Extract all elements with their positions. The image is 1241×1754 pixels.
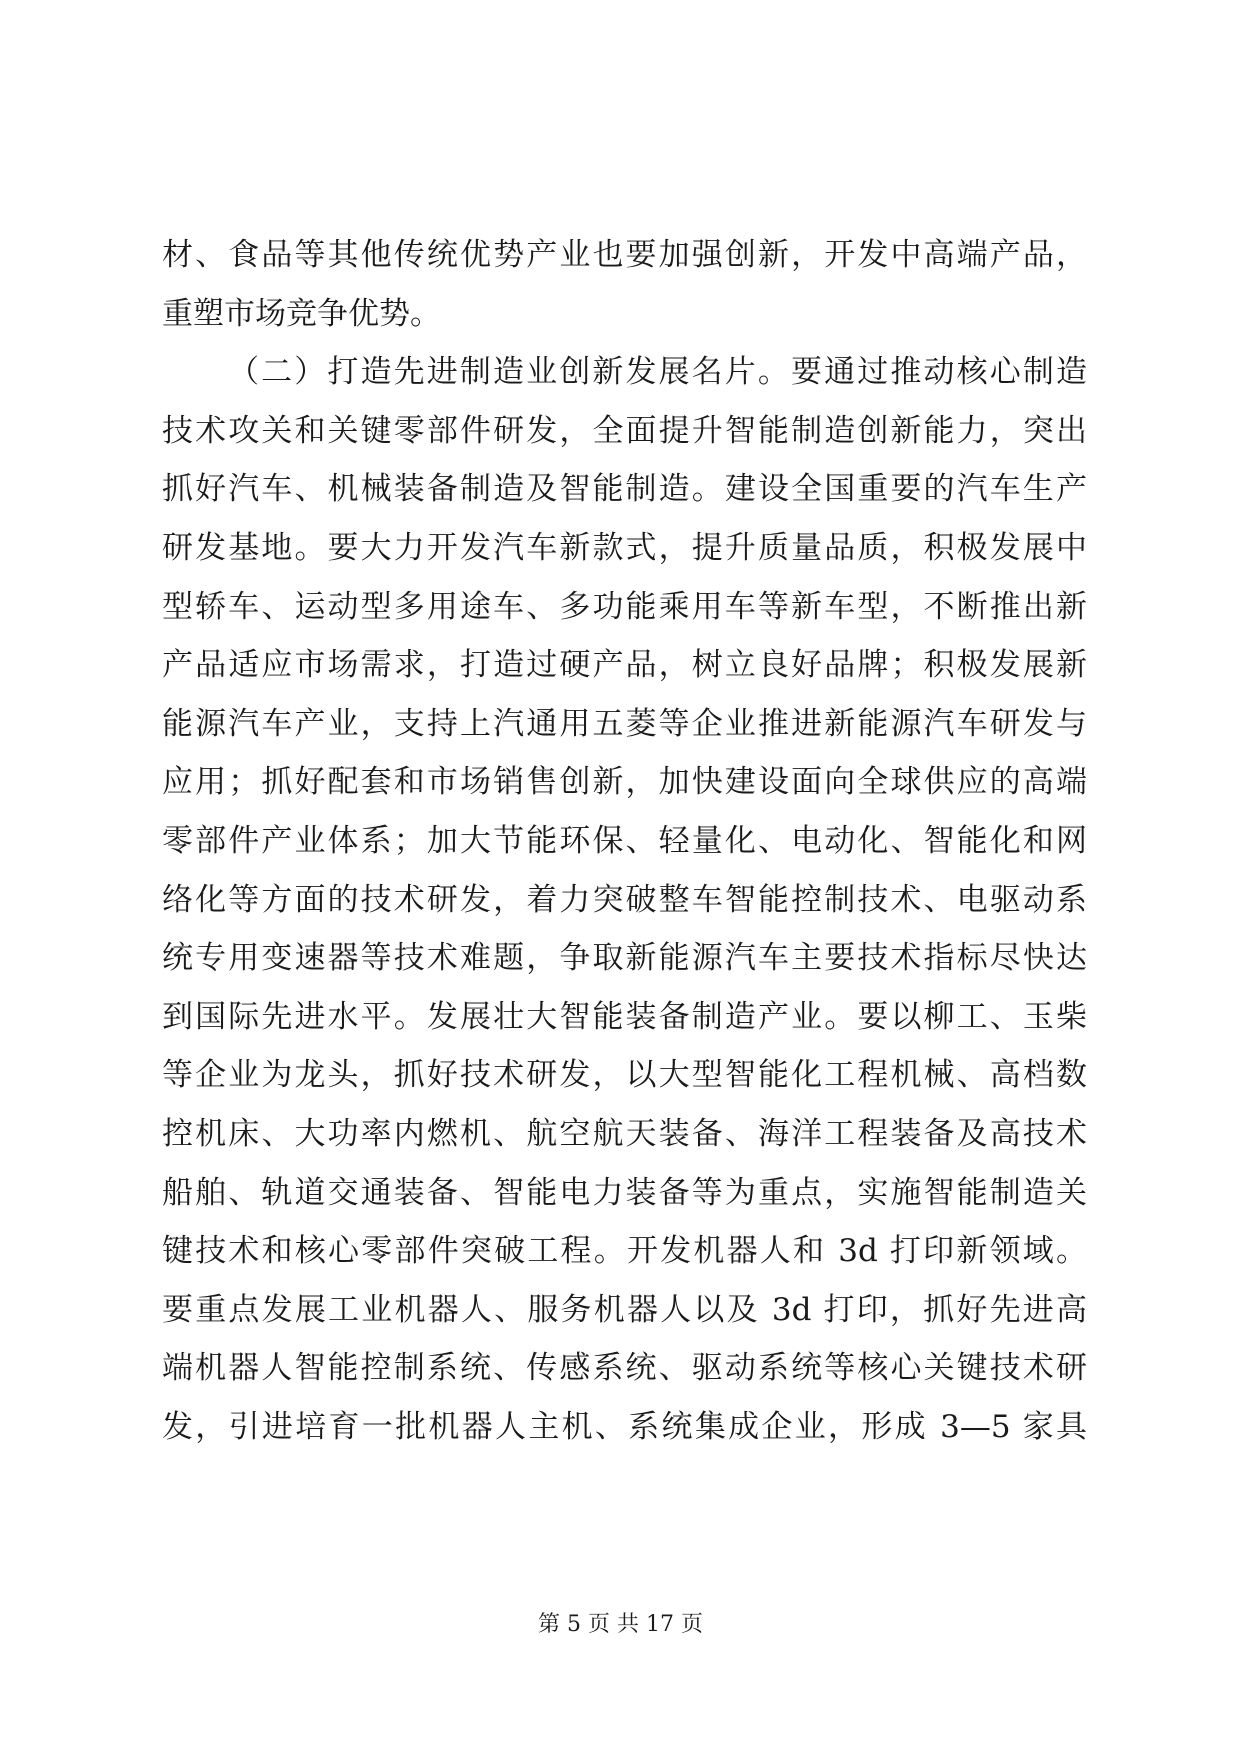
document-body — [162, 226, 1087, 1456]
text-line: 键技术和核心零部件突破工程。开发机器人和 3d 打印新领域。 — [162, 1233, 1087, 1270]
text-line: 重塑市场竞争优势。 — [162, 295, 441, 332]
text-line: 要重点发展工业机器人、服务机器人以及 3d 打印，抓好先进高 — [162, 1291, 1087, 1328]
text-line: 抓好汽车、机械装备制造及智能制造。建设全国重要的汽车生产 — [162, 471, 1087, 508]
text-line: 产品适应市场需求，打造过硬产品，树立良好品牌；积极发展新 — [162, 647, 1087, 684]
text-line: （二）打造先进制造业创新发展名片。要通过推动核心制造 — [228, 354, 1087, 391]
text-line: 络化等方面的技术研发，着力突破整车智能控制技术、电驱动系 — [162, 881, 1087, 918]
text-line: 型轿车、运动型多用途车、多功能乘用车等新车型，不断推出新 — [162, 588, 1087, 625]
text-line: 等企业为龙头，抓好技术研发，以大型智能化工程机械、高档数 — [162, 1057, 1087, 1094]
text-line: 到国际先进水平。发展壮大智能装备制造产业。要以柳工、玉柴 — [162, 998, 1087, 1035]
text-line: 材、食品等其他传统优势产业也要加强创新，开发中高端产品， — [162, 237, 1087, 273]
text-line: 研发基地。要大力开发汽车新款式，提升质量品质，积极发展中 — [162, 529, 1087, 566]
text-line: 技术攻关和关键零部件研发，全面提升智能制造创新能力，突出 — [162, 412, 1087, 449]
text-line: 零部件产业体系；加大节能环保、轻量化、电动化、智能化和网 — [162, 822, 1087, 859]
text-line: 应用；抓好配套和市场销售创新，加快建设面向全球供应的高端 — [162, 764, 1087, 801]
text-line: 发，引进培育一批机器人主机、系统集成企业，形成 3—5 家具 — [162, 1408, 1087, 1445]
text-line: 能源汽车产业，支持上汽通用五菱等企业推进新能源汽车研发与 — [162, 705, 1087, 742]
text-line: 统专用变速器等技术难题，争取新能源汽车主要技术指标尽快达 — [162, 940, 1087, 977]
page-number-footer: 第 5 页 共 17 页 — [538, 1612, 703, 1637]
text-line: 控机床、大功率内燃机、航空航天装备、海洋工程装备及高技术 — [162, 1115, 1087, 1152]
text-line: 端机器人智能控制系统、传感系统、驱动系统等核心关键技术研 — [162, 1350, 1087, 1387]
text-line: 船舶、轨道交通装备、智能电力装备等为重点，实施智能制造关 — [162, 1174, 1087, 1211]
